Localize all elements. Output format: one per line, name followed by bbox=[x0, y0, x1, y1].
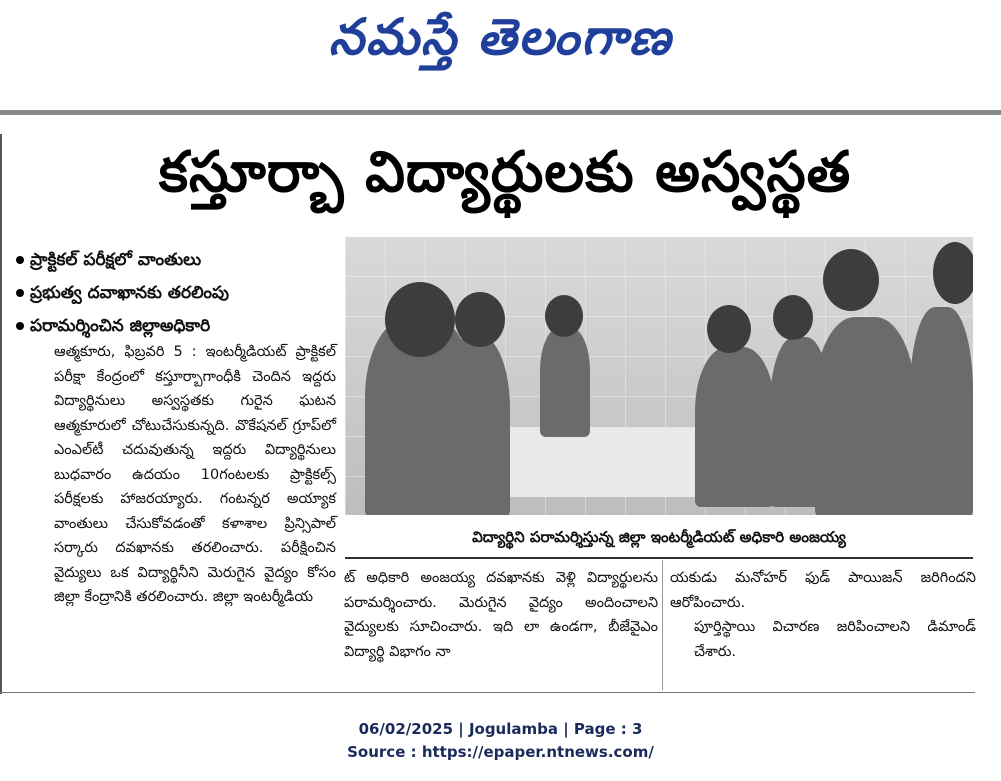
bullet-text: ప్రభుత్వ దవాఖానకు తరలింపు bbox=[30, 283, 229, 303]
bullet-item bbox=[16, 244, 346, 277]
footer-source: Source : https://epaper.ntnews.com/ bbox=[347, 743, 654, 761]
photo-head bbox=[385, 282, 455, 357]
footer-divider bbox=[0, 692, 975, 693]
bullet-item bbox=[16, 277, 346, 310]
left-border bbox=[0, 134, 2, 694]
bullet-icon bbox=[16, 256, 24, 264]
bullet-icon bbox=[16, 322, 24, 330]
article-column-2 bbox=[344, 566, 658, 664]
article-column-3 bbox=[670, 566, 976, 664]
masthead-divider bbox=[0, 110, 1001, 115]
photo-person bbox=[540, 327, 590, 437]
bullet-text: పరామర్శించిన జిల్లాఅధికారి bbox=[30, 316, 211, 336]
article-headline: కస్తూర్బా విద్యార్థులకు అస్వస్థత bbox=[158, 140, 852, 205]
photo-person bbox=[910, 307, 973, 515]
caption-divider bbox=[345, 557, 973, 559]
photo-head bbox=[823, 249, 879, 311]
column-divider bbox=[662, 560, 663, 690]
photo-head bbox=[773, 295, 813, 340]
photo-head bbox=[707, 305, 751, 353]
bullet-text: ప్రాక్టికల్ పరీక్షలో వాంతులు bbox=[30, 250, 202, 270]
newspaper-logo: నమస్తే తెలంగాణ bbox=[328, 8, 673, 66]
bullet-icon bbox=[16, 289, 24, 297]
bullet-item bbox=[16, 310, 346, 343]
paragraph: పూర్తిస్థాయి విచారణ జరిపించాలని డిమాండ్ చేశారు. bbox=[694, 619, 976, 660]
photo-head bbox=[933, 242, 973, 304]
photo-person bbox=[815, 317, 915, 515]
photo-head bbox=[455, 292, 505, 347]
photo-caption-text: విద్యార్థిని పరామర్శిస్తున్న జిల్లా ఇంటర్మీడియట్ అధికారి అంజయ్య bbox=[472, 528, 846, 546]
paragraph: ఆత్మకూరు, ఫిబ్రవరి 5 : ఇంటర్మీడియట్ ప్రాక్టికల్ పరీక్షా కేంద్రంలో కస్తూర్బాగాంధీకి చెందిన ఇద్దరు విద్యార్థినులు అస్వస్థతకు గురైన ఘటన ఆత్మకూరులో చోటుచేసుకున్నది. వొకేషనల్ గ్రూప్‌లో ఎంఎల్‌టీ చదువుతున్న ఇద్దరు విద్యార్థినులు బుధవారం ఉదయం 10గంటలకు ప్రాక్టికల్స్ పరీక్షలకు హాజరయ్యారు. గంటన్నర అయ్యాక వాంతులు చేసుకోవడంతో కళాశాల ప్రిన్సిపాల్ సర్కారు దవఖానకు తరలించారు. పరీక్షించిన వైద్యులు ఒక విద్యార్థినీని మెరుగైన వైద్యం కోసం జిల్లా కేంద్రానికి తరలించారు. జిల్లా ఇంటర్మీడియ bbox=[54, 344, 336, 605]
news-photo bbox=[345, 237, 973, 515]
photo-person bbox=[440, 337, 510, 515]
photo-head bbox=[545, 295, 583, 337]
article-column-1 bbox=[18, 340, 336, 610]
footer-date-edition: 06/02/2025 | Jogulamba | Page : 3 bbox=[358, 720, 643, 738]
bullet-list bbox=[16, 244, 346, 343]
masthead bbox=[0, 0, 1001, 110]
photo-caption bbox=[345, 522, 973, 552]
photo-person bbox=[695, 347, 775, 507]
paragraph: యకుడు మనోహర్ ఫుడ్ పాయిజన్ జరిగిందని ఆరోపించారు. bbox=[670, 570, 976, 611]
paragraph: ట్ అధికారి అంజయ్య దవఖానకు వెళ్లి విద్యార్థులను పరామర్శించారు. మెరుగైన వైద్యం అందించాలని వైద్యులకు సూచించారు. ఇది లా ఉండగా, బీజేవైఎం విద్యార్థి విభాగం నా bbox=[344, 570, 658, 660]
